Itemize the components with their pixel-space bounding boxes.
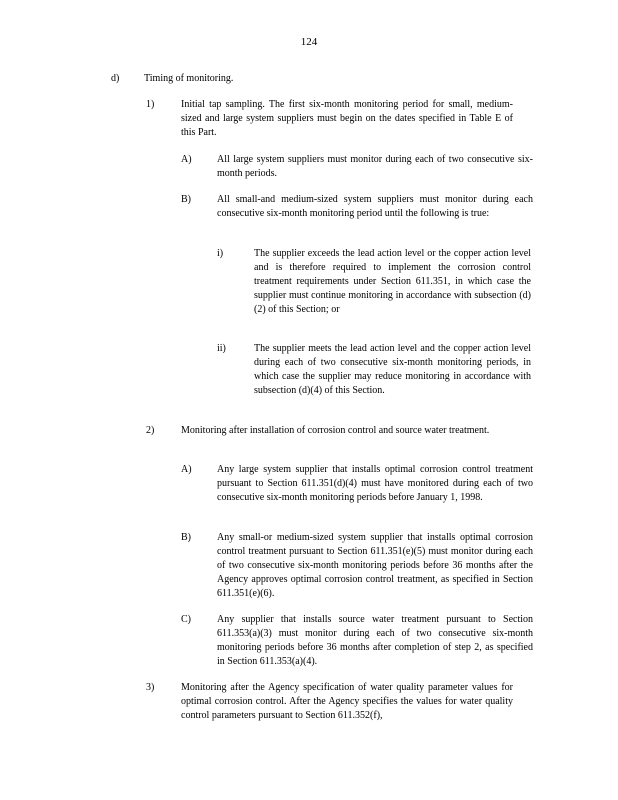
subsection-1-B-label: B)	[181, 194, 191, 205]
subsection-1-B-i-text: The supplier exceeds the lead action level or the copper action level and is therefore required to implement the corrosion control treatment requirements under Section 611.351, in which case the supplier must continue monitoring in accordance with subsection (d)(2) of this Section; or	[254, 248, 531, 315]
subsection-1-B-i-label: i)	[217, 248, 224, 259]
subsection-2-label: 2)	[146, 425, 155, 436]
subsection-3-label: 3)	[146, 682, 155, 693]
subsection-1-B-ii-text: The supplier meets the lead action level and the copper action level during each of two consecutive six-month monitoring periods, in which case the supplier may reduce monitoring in accordance with subsection (d)(4) of this Section.	[254, 343, 531, 396]
subsection-2-A-label: A)	[181, 464, 192, 475]
section-d-heading: Timing of monitoring.	[144, 73, 234, 84]
subsection-1-label: 1)	[146, 99, 155, 110]
subsection-1-text: Initial tap sampling. The first six-month monitoring period for small, medium-sized and large system suppliers must begin on the dates specified in Table E of this Part.	[181, 99, 513, 138]
subsection-1-B-ii-label: ii)	[217, 343, 226, 354]
subsection-3-text: Monitoring after the Agency specification of water quality parameter values for optimal corrosion control. After the Agency specifies the values for water quality control parameters pursuant to Section 611.352(f),	[181, 682, 513, 721]
subsection-2-text: Monitoring after installation of corrosion control and source water treatment.	[181, 425, 490, 436]
subsection-1-B-text: All small-and medium-sized system suppliers must monitor during each consecutive six-month monitoring period until the following is true:	[217, 194, 533, 219]
subsection-1-A-label: A)	[181, 154, 192, 165]
subsection-2-C-label: C)	[181, 614, 191, 625]
subsection-1-A-text: All large system suppliers must monitor during each of two consecutive six-month periods.	[217, 154, 533, 179]
section-d-label: d)	[111, 73, 120, 84]
page-number: 124	[300, 36, 318, 48]
subsection-2-C-text: Any supplier that installs source water treatment pursuant to Section 611.353(a)(3) must monitor during each of two consecutive six-month monitoring periods before 36 months after completion of step 2, as specified in Section 611.353(a)(4).	[217, 614, 533, 667]
subsection-2-B-label: B)	[181, 532, 191, 543]
subsection-2-B-text: Any small-or medium-sized system supplier that installs optimal corrosion control treatment pursuant to Section 611.351(e)(5) must monitor during each of two consecutive six-month monitoring periods before 36 months after the Agency approves optimal corrosion control treatment, as specified in Section 611.351(e)(6).	[217, 532, 533, 599]
subsection-2-A-text: Any large system supplier that installs optimal corrosion control treatment pursuant to Section 611.351(d)(4) must have monitored during each of two consecutive six-month monitoring periods before January 1, 1998.	[217, 464, 533, 503]
